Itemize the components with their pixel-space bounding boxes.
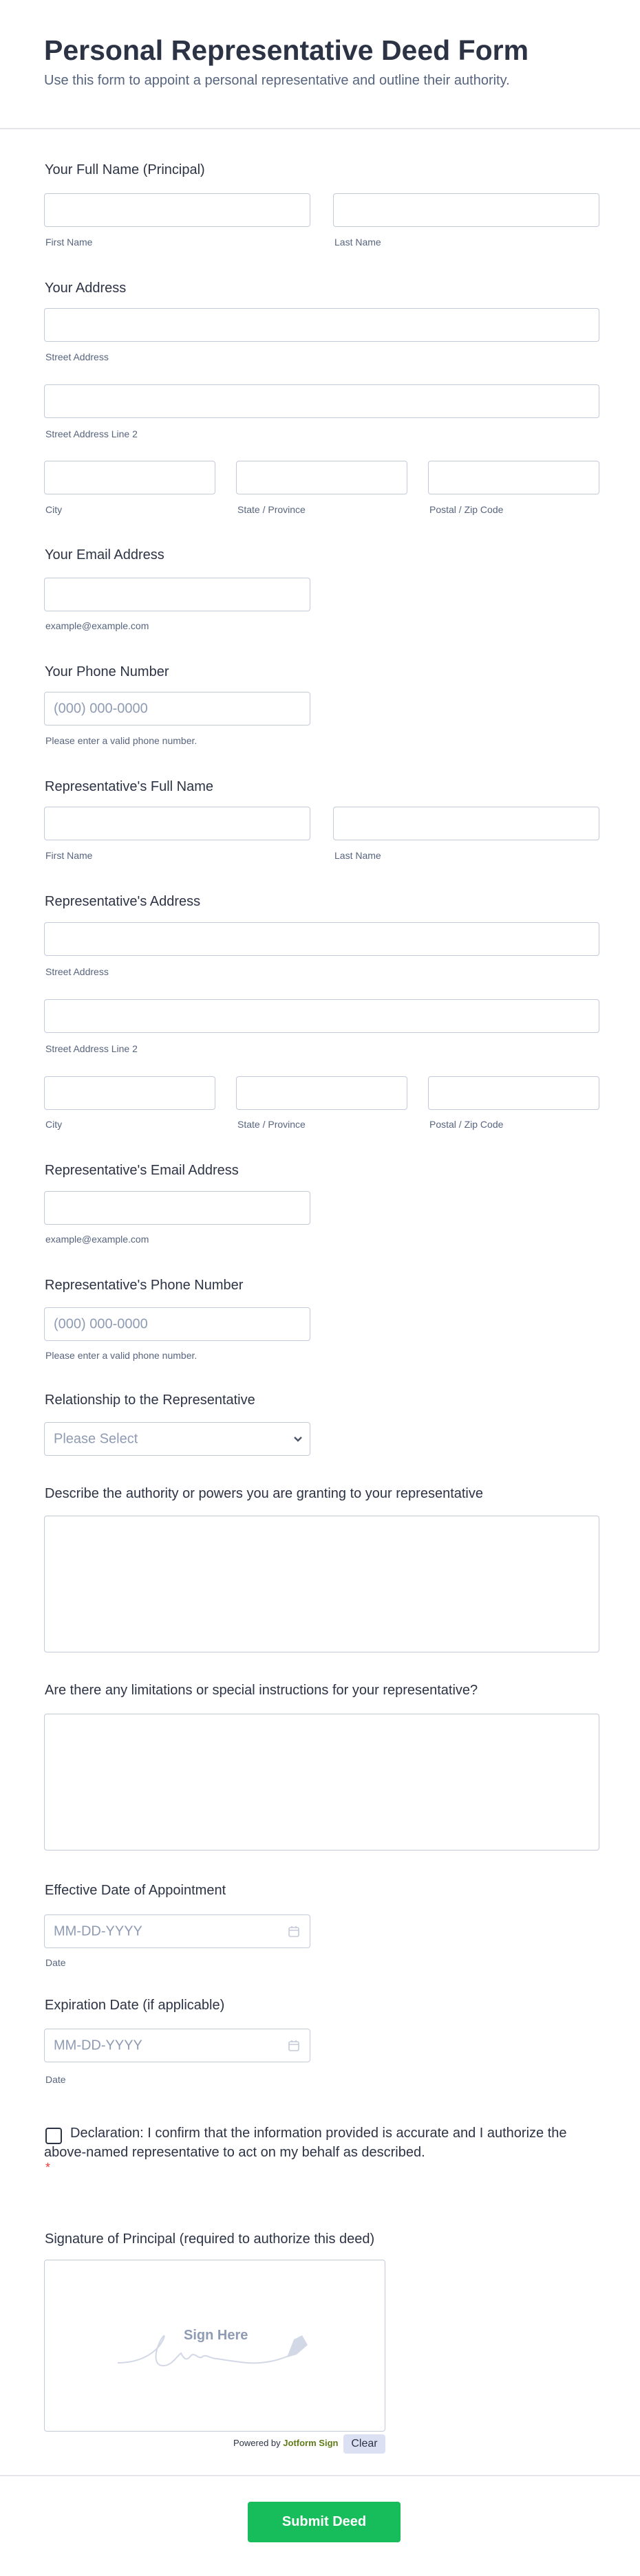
limitations-label: Are there any limitations or special instructions for your representative? (45, 1683, 478, 1698)
rep-phone-input[interactable] (44, 1307, 310, 1341)
zip-input[interactable] (428, 461, 599, 494)
rep-name-label: Representative's Full Name (45, 779, 214, 794)
sign-here-hint: Sign Here (184, 2328, 248, 2343)
rep-street-address-line2-input[interactable] (44, 999, 599, 1033)
principal-name-label: Your Full Name (Principal) (45, 162, 205, 177)
phone-sublabel: Please enter a valid phone number. (45, 735, 198, 746)
footer-divider (0, 2475, 640, 2476)
rep-address-label: Representative's Address (45, 894, 201, 909)
street-address-line2-sublabel: Street Address Line 2 (45, 428, 138, 439)
rep-first-name-sublabel: First Name (45, 850, 93, 861)
powered-by-label: Powered by (233, 2438, 281, 2448)
street-address-input[interactable] (44, 308, 599, 342)
rep-phone-sublabel: Please enter a valid phone number. (45, 1350, 198, 1361)
effective-date-input[interactable] (44, 1914, 310, 1948)
email-sublabel: example@example.com (45, 620, 149, 631)
header-divider (0, 128, 640, 129)
zip-sublabel: Postal / Zip Code (429, 504, 504, 515)
relationship-select[interactable] (44, 1422, 310, 1456)
city-input[interactable] (44, 461, 215, 494)
rep-email-sublabel: example@example.com (45, 1234, 149, 1245)
state-input[interactable] (236, 461, 407, 494)
expiration-date-label: Expiration Date (if applicable) (45, 1998, 225, 2013)
principal-last-name-input[interactable] (333, 193, 599, 227)
rep-last-name-sublabel: Last Name (334, 850, 381, 861)
rep-city-sublabel: City (45, 1119, 63, 1130)
effective-date-sublabel: Date (45, 1957, 66, 1968)
authority-label: Describe the authority or powers you are granting to your representative (45, 1486, 484, 1501)
rep-phone-label: Representative's Phone Number (45, 1278, 244, 1293)
relationship-label: Relationship to the Representative (45, 1393, 255, 1408)
rep-email-input[interactable] (44, 1191, 310, 1225)
required-asterisk: * (45, 2161, 51, 2174)
powered-by-text (233, 2438, 338, 2448)
first-name-sublabel: First Name (45, 237, 93, 248)
rep-street-address-sublabel: Street Address (45, 966, 109, 977)
rep-zip-input[interactable] (428, 1076, 599, 1110)
principal-first-name-input[interactable] (44, 193, 310, 227)
calendar-icon[interactable] (288, 2040, 300, 2052)
page-title: Personal Representative Deed Form (44, 34, 529, 66)
rep-street-address-input[interactable] (44, 922, 599, 956)
rep-phone-placeholder: (000) 000-0000 (54, 1316, 148, 1331)
declaration-text: Declaration: I confirm that the information provided is accurate and I authorize the above-named representative to act on my behalf as described. (44, 2126, 567, 2160)
city-sublabel: City (45, 504, 63, 515)
phone-placeholder: (000) 000-0000 (54, 701, 148, 716)
effective-date-label: Effective Date of Appointment (45, 1883, 226, 1898)
chevron-down-icon (293, 1436, 303, 1443)
expiration-date-sublabel: Date (45, 2074, 66, 2085)
rep-state-sublabel: State / Province (237, 1119, 306, 1130)
relationship-selected-value: Please Select (54, 1431, 138, 1446)
rep-street-address-line2-sublabel: Street Address Line 2 (45, 1043, 138, 1054)
effective-date-placeholder: MM-DD-YYYY (54, 1923, 142, 1939)
email-input[interactable] (44, 578, 310, 611)
jotform-sign-brand: Jotform Sign (283, 2438, 339, 2448)
signature-scribble-icon (116, 2326, 309, 2374)
limitations-textarea[interactable] (44, 1714, 599, 1851)
last-name-sublabel: Last Name (334, 237, 381, 248)
phone-input[interactable] (44, 692, 310, 725)
signature-pad[interactable] (44, 2260, 385, 2432)
authority-textarea[interactable] (44, 1516, 599, 1652)
rep-email-label: Representative's Email Address (45, 1163, 239, 1178)
submit-button[interactable]: Submit Deed (248, 2502, 401, 2542)
address-label: Your Address (45, 281, 127, 296)
expiration-date-placeholder: MM-DD-YYYY (54, 2038, 142, 2053)
email-label: Your Email Address (45, 547, 164, 563)
street-address-line2-input[interactable] (44, 384, 599, 418)
clear-signature-button[interactable]: Clear (343, 2434, 385, 2454)
phone-label: Your Phone Number (45, 664, 169, 679)
rep-first-name-input[interactable] (44, 807, 310, 840)
rep-city-input[interactable] (44, 1076, 215, 1110)
rep-zip-sublabel: Postal / Zip Code (429, 1119, 504, 1130)
street-address-sublabel: Street Address (45, 351, 109, 362)
signature-label: Signature of Principal (required to authorize this deed) (45, 2231, 375, 2247)
rep-last-name-input[interactable] (333, 807, 599, 840)
state-sublabel: State / Province (237, 504, 306, 515)
calendar-icon[interactable] (288, 1925, 300, 1938)
rep-state-input[interactable] (236, 1076, 407, 1110)
page-subtitle: Use this form to appoint a personal representative and outline their authority. (44, 73, 510, 88)
expiration-date-input[interactable] (44, 2029, 310, 2062)
